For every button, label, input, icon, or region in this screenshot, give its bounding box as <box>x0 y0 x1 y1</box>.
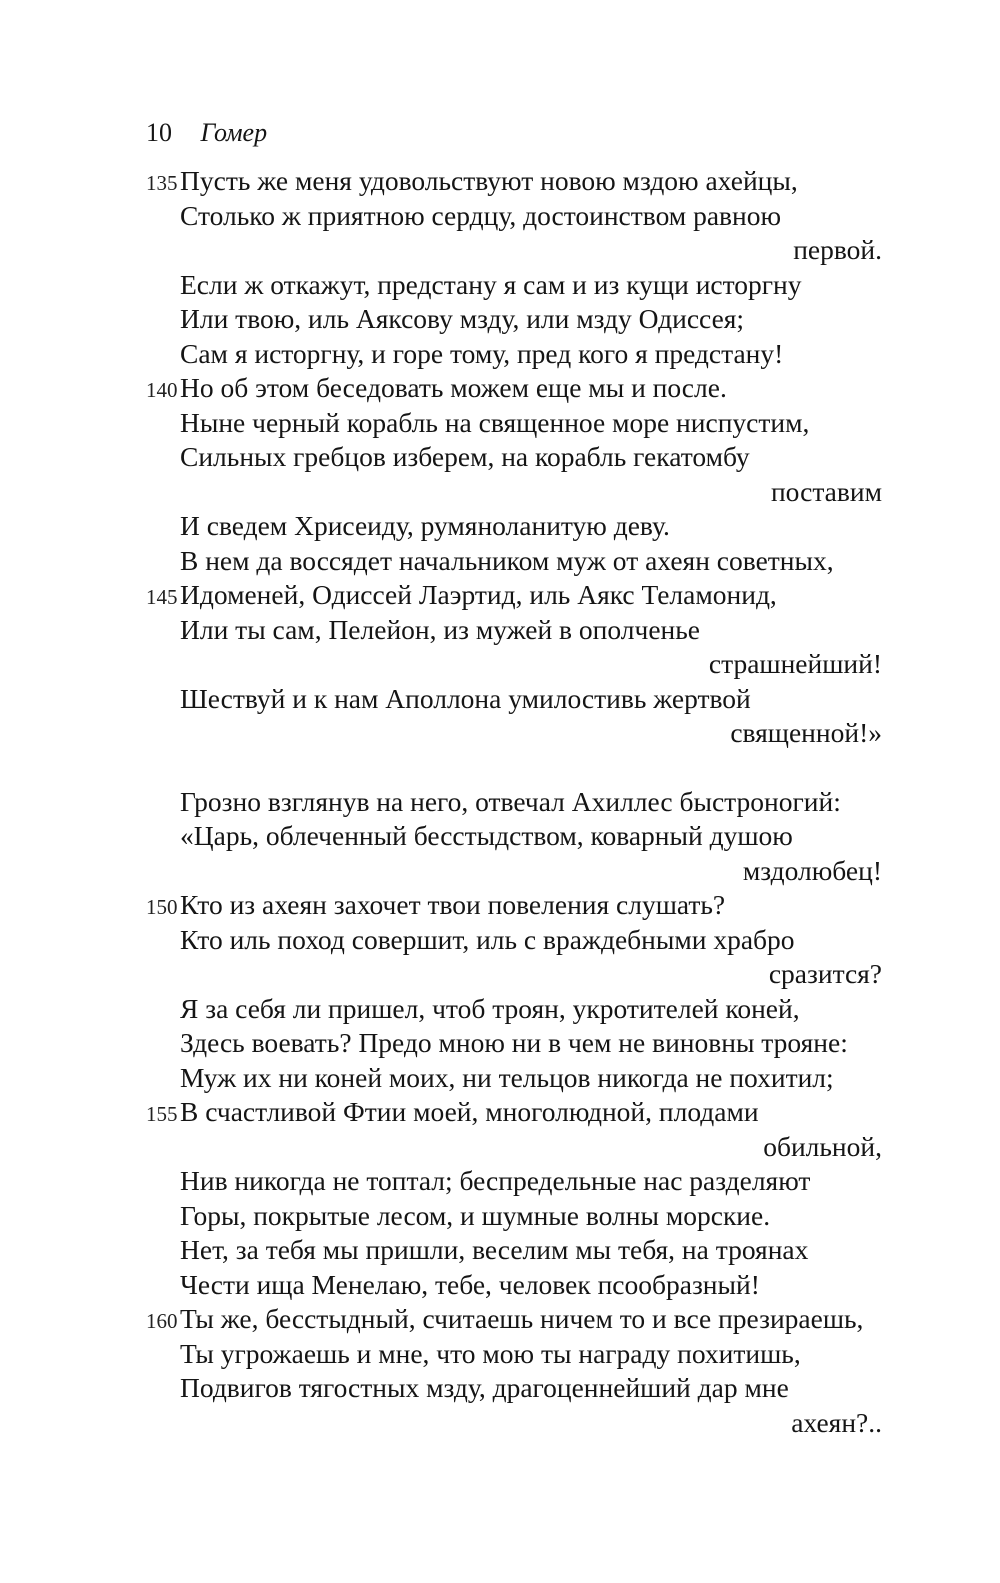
line-number: 135 <box>146 171 178 195</box>
verse-line-runover: страшнейший! <box>708 648 882 679</box>
verse-line <box>0 406 1000 441</box>
verse-line-text: Чести ища Менелаю, тебе, человек псообразный! <box>180 1268 760 1300</box>
verse-line-text: Кто из ахеян захочет твои повеления слушать? <box>180 889 726 920</box>
verse-line <box>0 1061 1000 1096</box>
line-number: 145 <box>146 585 178 609</box>
verse-line-text: Кто иль поход совершит, иль с враждебными храбро <box>180 923 795 955</box>
verse-line-text: Ныне черный корабль на священное море ниспустим, <box>180 406 810 438</box>
page-number: 10 <box>146 118 172 147</box>
line-number: 155 <box>146 1102 178 1126</box>
verse-line-text: Муж их ни коней моих, ни тельцов никогда не похитил; <box>180 1061 834 1093</box>
verse-line <box>0 268 1000 303</box>
verse-line <box>0 819 1000 854</box>
line-number: 160 <box>146 1309 178 1333</box>
verse-line-text: Шествуй и к нам Аполлона умилостивь жертвой <box>180 682 751 714</box>
verse-line-text: Или твою, иль Аяксову мзду, или мзду Одиссея; <box>180 303 745 334</box>
verse-line <box>0 923 1000 958</box>
verse-line <box>0 785 1000 820</box>
verse-line <box>0 544 1000 579</box>
verse-line <box>0 1406 1000 1441</box>
verse-line-text: Ты угрожаешь и мне, что мою ты награду похитишь, <box>180 1337 801 1369</box>
verse-line <box>0 578 1000 613</box>
verse-line <box>0 1095 1000 1130</box>
verse-line <box>0 440 1000 475</box>
verse-line-runover: ахеян?.. <box>791 1406 882 1438</box>
verse-line-runover: сразится? <box>768 958 882 989</box>
verse-line-text: Пусть же меня удовольствуют новою мздою ахейцы, <box>180 165 798 196</box>
verse-line-text: Идоменей, Одиссей Лаэртид, иль Аякс Теламонид, <box>180 579 777 610</box>
verse-line-runover: первой. <box>793 234 882 265</box>
verse-line <box>0 371 1000 406</box>
verse-line <box>0 888 1000 923</box>
verse-line-text: В нем да воссядет начальником муж от ахеян советных, <box>180 544 834 576</box>
verse-line-text: Столько ж приятною сердцу, достоинством равною <box>180 199 782 231</box>
verse-line-text: Но об этом беседовать можем еще мы и после. <box>180 372 727 403</box>
verse-line-text: Ты же, бесстыдный, считаешь ничем то и все презираешь, <box>180 1303 864 1334</box>
running-head-author: Гомер <box>200 118 268 147</box>
verse-line-text: Сильных гребцов изберем, на корабль гекатомбу <box>180 441 750 472</box>
verse-line-text: Или ты сам, Пелейон, из мужей в ополченье <box>180 613 700 645</box>
line-number: 150 <box>146 895 178 919</box>
verse-line <box>0 1371 1000 1406</box>
verse-line-text: Подвигов тягостных мзду, драгоценнейший дар мне <box>180 1372 789 1403</box>
verse-line <box>0 682 1000 717</box>
verse-text <box>0 164 1000 1440</box>
verse-line <box>0 1233 1000 1268</box>
verse-line <box>0 854 1000 889</box>
verse-line <box>0 1302 1000 1337</box>
verse-line-text: Горы, покрытые лесом, и шумные волны морские. <box>180 1199 771 1231</box>
running-head <box>146 116 267 150</box>
verse-line <box>0 957 1000 992</box>
verse-line <box>0 613 1000 648</box>
verse-line <box>0 1130 1000 1165</box>
verse-line-text: Сам я исторгну, и горе тому, пред кого я предстану! <box>180 337 784 369</box>
verse-line <box>0 1337 1000 1372</box>
verse-line-runover: обильной, <box>763 1130 882 1162</box>
verse-line <box>0 302 1000 337</box>
verse-line <box>0 1026 1000 1061</box>
verse-line <box>0 164 1000 199</box>
verse-line-text: Грозно взглянув на него, отвечал Ахиллес быстроногий: <box>180 785 841 817</box>
verse-line <box>0 1164 1000 1199</box>
verse-line-text: «Царь, облеченный бесстыдством, коварный душою <box>180 820 793 851</box>
verse-line-text: В счастливой Фтии моей, многолюдной, плодами <box>180 1096 759 1127</box>
verse-line-text: Нив никогда не топтал; беспредельные нас разделяют <box>180 1165 811 1196</box>
verse-line-text: Я за себя ли пришел, чтоб троян, укротителей коней, <box>180 992 800 1024</box>
verse-line-runover: мздолюбец! <box>742 854 882 886</box>
verse-line-runover: священной!» <box>730 717 882 748</box>
verse-line <box>0 199 1000 234</box>
verse-line <box>0 509 1000 544</box>
verse-line-text: Нет, за тебя мы пришли, веселим мы тебя, на троянах <box>180 1234 809 1265</box>
verse-line-text: Здесь воевать? Предо мною ни в чем не виновны трояне: <box>180 1027 848 1058</box>
verse-line <box>0 475 1000 510</box>
line-number: 140 <box>146 378 178 402</box>
verse-line-text: Если ж откажут, предстану я сам и из кущи исторгну <box>180 268 802 300</box>
verse-line <box>0 337 1000 372</box>
verse-line <box>0 1268 1000 1303</box>
verse-line-runover: поставим <box>770 475 882 507</box>
verse-line <box>0 647 1000 682</box>
verse-line <box>0 716 1000 751</box>
verse-line <box>0 992 1000 1027</box>
verse-line-text: И сведем Хрисеиду, румяноланитую деву. <box>180 510 670 541</box>
verse-line <box>0 1199 1000 1234</box>
verse-line <box>0 233 1000 268</box>
